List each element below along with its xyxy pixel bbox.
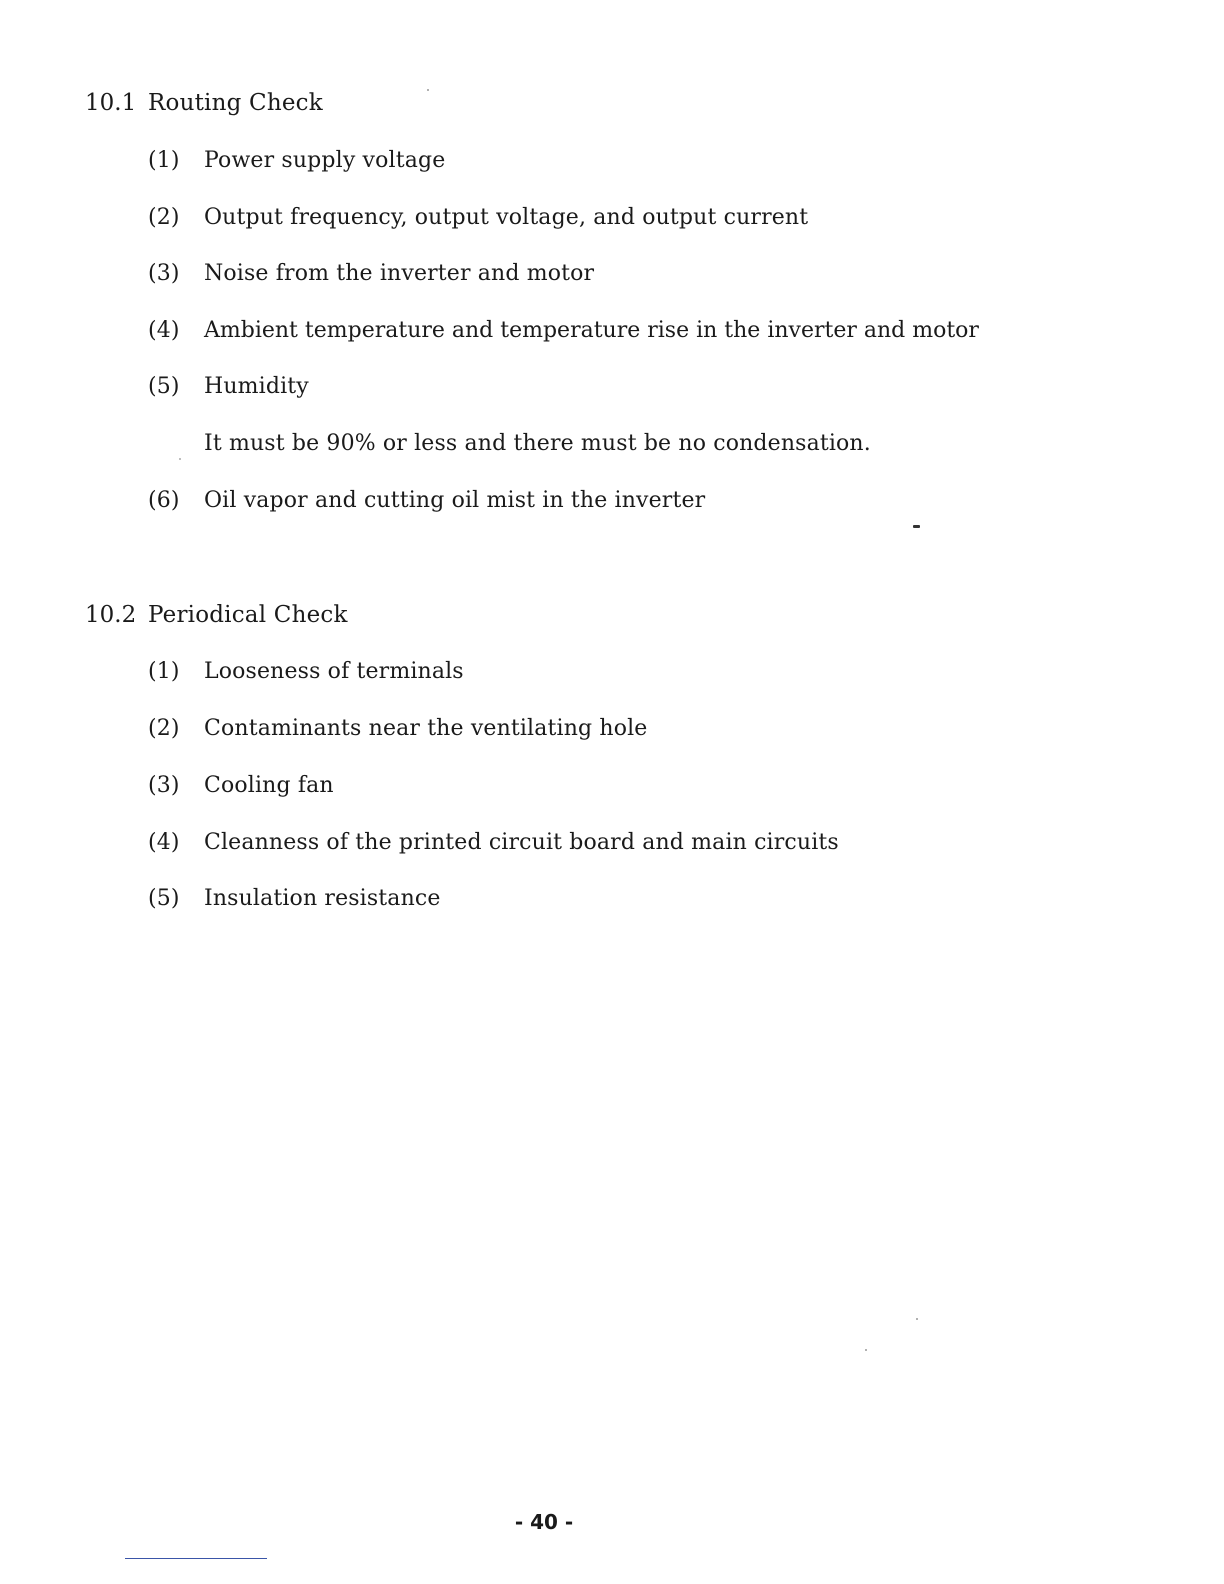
list-item-index: (4) bbox=[148, 830, 180, 855]
list-item-index: (2) bbox=[148, 205, 180, 230]
list-item-text: Insulation resistance bbox=[204, 886, 441, 911]
list-item-text: Oil vapor and cutting oil mist in the inverter bbox=[204, 488, 706, 513]
section-heading-routing-check bbox=[85, 90, 323, 116]
list-item-index: (5) bbox=[148, 374, 180, 399]
list-item-text: Humidity bbox=[204, 374, 309, 399]
list-item-index: (2) bbox=[148, 716, 180, 741]
list-item-index: (1) bbox=[148, 148, 180, 173]
scan-speck bbox=[427, 89, 429, 91]
list-item-index: (3) bbox=[148, 261, 180, 286]
section-title: Periodical Check bbox=[148, 602, 348, 628]
scan-speck bbox=[179, 458, 181, 460]
list-item-text: Cleanness of the printed circuit board and main circuits bbox=[204, 830, 839, 855]
humidity-note: It must be 90% or less and there must be no condensation. bbox=[204, 431, 871, 456]
list-item-index: (5) bbox=[148, 886, 180, 911]
scan-speck bbox=[913, 525, 920, 528]
section-number: 10.1 bbox=[85, 90, 137, 116]
list-item-text: Ambient temperature and temperature rise in the inverter and motor bbox=[204, 318, 979, 343]
footer-rule bbox=[125, 1558, 267, 1559]
section-title: Routing Check bbox=[148, 90, 323, 116]
section-heading-periodical-check bbox=[85, 602, 348, 628]
list-item-text: Contaminants near the ventilating hole bbox=[204, 716, 648, 741]
scan-speck bbox=[916, 1318, 918, 1320]
list-item-text: Cooling fan bbox=[204, 773, 334, 798]
list-item-index: (1) bbox=[148, 659, 180, 684]
page-number: - 40 - bbox=[514, 1510, 574, 1534]
list-item-index: (4) bbox=[148, 318, 180, 343]
section-number: 10.2 bbox=[85, 602, 137, 628]
list-item-text: Noise from the inverter and motor bbox=[204, 261, 595, 286]
scan-speck bbox=[865, 1349, 867, 1351]
list-item-text: Power supply voltage bbox=[204, 148, 446, 173]
list-item-index: (6) bbox=[148, 488, 180, 513]
list-item-text: Looseness of terminals bbox=[204, 659, 464, 684]
list-item-text: Output frequency, output voltage, and output current bbox=[204, 205, 809, 230]
list-item-index: (3) bbox=[148, 773, 180, 798]
